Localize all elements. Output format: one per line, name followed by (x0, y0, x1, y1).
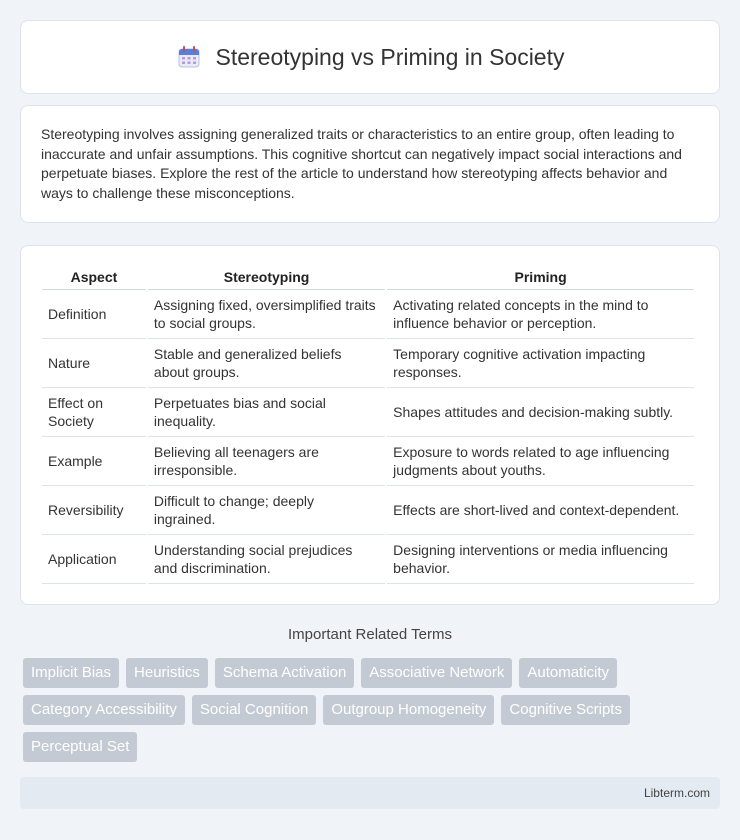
header-aspect: Aspect (42, 266, 146, 290)
cell-priming: Activating related concepts in the mind to influence behavior or perception. (387, 290, 694, 339)
footer-site-link[interactable]: Libterm.com (643, 786, 710, 800)
cell-aspect: Reversibility (42, 486, 146, 535)
table-row (42, 535, 694, 584)
cell-stereotyping: Difficult to change; deeply ingrained. (148, 486, 385, 535)
term-tag[interactable]: Schema Activation (215, 658, 354, 688)
cell-priming: Designing interventions or media influencing behavior. (387, 535, 694, 584)
cell-aspect: Effect on Society (42, 388, 146, 437)
footer (20, 777, 720, 809)
table-row (42, 437, 694, 486)
table-row (42, 290, 694, 339)
related-terms-title: Important Related Terms (288, 626, 452, 643)
cell-stereotyping: Assigning fixed, oversimplified traits to social groups. (148, 290, 385, 339)
cell-priming: Temporary cognitive activation impacting responses. (387, 339, 694, 388)
table-row (42, 486, 694, 535)
cell-stereotyping: Stable and generalized beliefs about groups. (148, 339, 385, 388)
term-tag[interactable]: Automaticity (519, 658, 617, 688)
cell-priming: Effects are short-lived and context-dependent. (387, 486, 694, 535)
table-row (42, 339, 694, 388)
cell-stereotyping: Perpetuates bias and social inequality. (148, 388, 385, 437)
page-title: Stereotyping vs Priming in Society (215, 43, 565, 70)
term-tag[interactable]: Perceptual Set (23, 732, 137, 762)
term-tag[interactable]: Category Accessibility (23, 695, 185, 725)
cell-priming: Shapes attitudes and decision-making subtly. (387, 388, 694, 437)
term-tag[interactable]: Outgroup Homogeneity (323, 695, 494, 725)
comparison-table-card (20, 245, 720, 605)
header-stereotyping: Stereotyping (148, 266, 385, 290)
term-tag[interactable]: Implicit Bias (23, 658, 119, 688)
header-priming: Priming (387, 266, 694, 290)
term-tag[interactable]: Heuristics (126, 658, 208, 688)
cell-aspect: Definition (42, 290, 146, 339)
related-terms-list (23, 658, 723, 762)
cell-aspect: Application (42, 535, 146, 584)
intro-card (20, 105, 720, 223)
cell-stereotyping: Understanding social prejudices and discrimination. (148, 535, 385, 584)
header-card (20, 20, 720, 94)
term-tag[interactable]: Cognitive Scripts (501, 695, 630, 725)
table-row (42, 388, 694, 437)
term-tag[interactable]: Social Cognition (192, 695, 316, 725)
cell-aspect: Nature (42, 339, 146, 388)
cell-stereotyping: Believing all teenagers are irresponsible. (148, 437, 385, 486)
table-header-row (42, 266, 694, 290)
comparison-table (40, 266, 696, 584)
cell-priming: Exposure to words related to age influencing judgments about youths. (387, 437, 694, 486)
intro-text: Stereotyping involves assigning generalized traits or characteristics to an entire group, often leading to inaccurate and unfair assumptions. This cognitive shortcut can negatively impact social interactions and perpetuate biases. Explore the rest of the article to understand how stereotyping affects behavior and ways to challenge these misconceptions. (41, 126, 682, 201)
calendar-icon (176, 44, 202, 70)
term-tag[interactable]: Associative Network (361, 658, 512, 688)
cell-aspect: Example (42, 437, 146, 486)
